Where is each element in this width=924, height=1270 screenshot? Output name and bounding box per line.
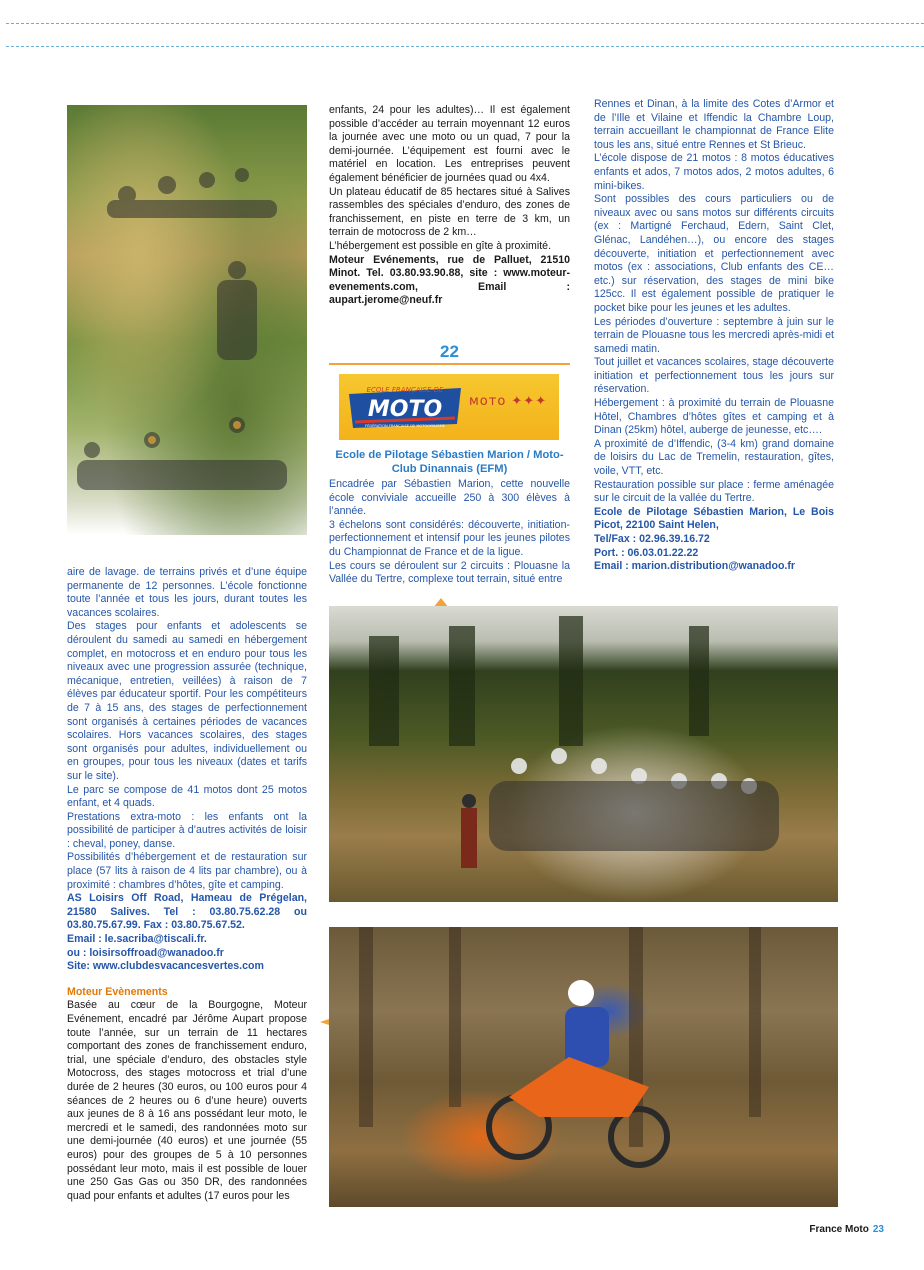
left-hebergement: Possibilités d’hébergement et de restauration sur place (57 lits à raison de 4 lits par chambre), ou à proximité : chambres d’hôtes, gîte et camping.: [67, 851, 307, 891]
mid-encadree: Encadrée par Sébastien Marion, cette nouvelle école conviviale accueille 250 à 300 élèves à l’année.: [329, 478, 570, 518]
mid-hebergement: L’hébergement est possible en gîte à proximité.: [329, 239, 552, 252]
left-contact-site: Site: www.clubdesvacancesvertes.com: [67, 960, 264, 973]
photo-rider-scene: [329, 927, 838, 1207]
photo-group-motocross: [329, 606, 838, 902]
logo-badge-graphic: [345, 378, 465, 434]
section-title-moteur-evenements: Moteur Evènements: [67, 985, 168, 998]
column-middle-lower: [329, 478, 570, 587]
photo-enduro-rider: [329, 927, 838, 1207]
left-contact-email-alt: ou : loisirsoffroad@wanadoo.fr: [67, 946, 224, 959]
right-cours: Sont possibles des cours particuliers ou de niveaux avec ou sans motos sur différents circuits (ex : Martigné Ferchaud, Edern, Saint Clet, Glénac, Landéhen…), ou encore des stages découverte, initiation et perfectionnement avec motos (ex : associations, Club enfants des CE…etc.) sur réservation, des stages de mini bike 125cc. Il est également possible de pratiquer le pocket bike pour les jeunes et les adultes.: [594, 193, 834, 314]
dashed-rule-second: [6, 46, 924, 47]
right-juillet: Tout juillet et vacances scolaires, stage découverte initiation et perfectionnement tous les jours sur réservation.: [594, 356, 834, 396]
dashed-rule-top: [6, 23, 924, 24]
left-parc: Le parc se compose de 41 motos dont 25 motos enfant, et 4 quads.: [67, 783, 307, 810]
left-moteur-body: Basée au cœur de la Bourgogne, Moteur Evénement, encadré par Jérôme Aupart propose toute l’année, sur un terrain de 11 hectares comportant des zones de franchissement enduro, trial, une spéciale d’enduro, des obstacles style Motocross, des stages motocross et trial d’une durée de 2 heures (30 euros, ou 100 euros pour 4 séances de 2 heures ou 6 d’une heure) ouverts aux jeunes de 8 à 16 ans possédant leur moto, le mercredi et le samedi, des randonnées moto sur une demi-journée (40 euros) et une journée (55 euros) pour des groupes de 5 à 10 personnes possédant leur moto, mais il est possible de louer une 250 Gas Gas ou 350 DR, des randonnées quad pour enfants et adultes (17 euros pour les: [67, 999, 307, 1202]
mid-contact: Moteur Evénements, rue de Palluet, 21510 Minot. Tel. 03.80.93.90.88, site : www.moteur-evenements.com, Email : aupart.jerome@neuf.fr: [329, 253, 570, 307]
logo-line1: ECOLE FRANÇAISE DE: [366, 386, 444, 394]
right-motos: L’école dispose de 21 motos : 8 motos éducatives enfants et ados, 7 motos ados, 2 motos adultes, 6 mini-bikes.: [594, 152, 834, 192]
logo-side-mark: ᴍᴏᴛᴏ ✦✦✦: [469, 394, 548, 409]
photo-riders-silhouettes: [67, 105, 307, 535]
right-location: Rennes et Dinan, à la limite des Cotes d’Armor et de l’Ille et Vilaine et Iffendic la Chambre Loup, terrain accueillant le championnat de France Elite tous les ans, situé entre Rennes et St Brieuc.: [594, 98, 834, 151]
mid-circuits: Les cours se déroulent sur 2 circuits : Plouasne la Vallée du Tertre, complexe tout terrain, situé entre: [329, 559, 570, 586]
magazine-name: France Moto: [809, 1224, 869, 1235]
logo-ecole-francaise-moto: [339, 374, 559, 440]
logo-tagline: FÉDÉRATION FRANÇAISE DE MOTOCYCLISME: [365, 424, 445, 428]
mid-plateau: Un plateau éducatif de 85 hectares situé à Salives rassembles des spéciales d’enduro, des zones de franchissement, en piste en terre de 3 km, un terrain de motocross de 2 km…: [329, 185, 570, 239]
right-iffendic: A proximité de d’Iffendic, (3-4 km) grand domaine de loisirs du Lac de Tremelin, restauration, gîtes, voile, VTT, etc.: [594, 437, 834, 478]
right-contact-address: Ecole de Pilotage Sébastien Marion, Le Bois Picot, 22100 Saint Helen,: [594, 505, 834, 532]
column-left: [67, 566, 307, 1203]
left-prestations: Prestations extra-moto : les enfants ont la possibilité de participer à d’autres activités de loisir : cheval, poney, danse.: [67, 810, 307, 850]
photo-group-silhouettes: [329, 606, 838, 902]
left-contact-email: Email : le.sacriba@tiscali.fr.: [67, 933, 207, 946]
right-contact-tel: Tel/Fax : 02.96.39.16.72: [594, 533, 710, 545]
department-number: 22: [440, 342, 459, 361]
page-number: 23: [872, 1224, 884, 1235]
right-contact-port: Port. : 06.03.01.22.22: [594, 546, 699, 559]
right-periodes: Les périodes d’ouverture : septembre à juin sur le terrain de Plouasne tous les mercredi après-midi et samedi matin.: [594, 315, 834, 355]
logo-word: MOTO: [367, 397, 443, 422]
left-stages: Des stages pour enfants et adolescents se déroulent du samedi au samedi en hébergement complet, en motocross et en enduro pour tous les niveaux avec une progression assurée (technique, mécanique, entretien, veillées) à raison de 7 élèves par éducateur sportif. Pour les compétiteurs de 7 à 15 ans, des stages de perfectionnement sont organisés à certaines périodes de vacances scolaires. Hors vacances scolaires, des stages sont organisés pour adultes, individuellement ou en groupes, pour tous les niveaux (dates et tarifs sur le site).: [67, 620, 307, 782]
left-intro: aire de lavage. de terrains privés et d’une équipe permanente de 12 personnes. L’école fonctionne toute l’année et tous les jours, durant toutes les vacances scolaires.: [67, 566, 307, 619]
photo-motocross-riders: [67, 105, 307, 535]
column-right: [594, 98, 834, 574]
column-middle: [329, 104, 570, 308]
mid-echelons: 3 échelons sont considérés: découverte, initiation-perfectionnement et intensif pour les jeunes pilotes du Championnat de France et de la ligue.: [329, 518, 570, 558]
left-contact-address: AS Loisirs Off Road, Hameau de Prégelan, 21580 Salives. Tel : 03.80.75.62.28 ou 03.80.75.67.99. Fax : 03.80.75.67.52.: [67, 892, 307, 932]
right-restauration: Restauration possible sur place : ferme aménagée sur le circuit de la vallée du Tertre.: [594, 478, 834, 505]
page-footer: [809, 1224, 884, 1235]
number-underline: [329, 363, 570, 365]
club-title: Ecole de Pilotage Sébastien Marion / Moto-Club Dinannais (EFM): [335, 449, 564, 475]
mid-continuation: enfants, 24 pour les adultes)… Il est également possible d’accéder au terrain moyennant 12 euros la journée avec une moto ou un quad, 7 pour la demi-journée. L’équipement est fourni avec le matériel en location. Les entreprises peuvent également bénéficier de journées quad ou 4x4.: [329, 104, 570, 184]
right-hebergement: Hébergement : à proximité du terrain de Plouasne Hôtel, Chambres d’hôtes gîtes et camping et à Dinan (25km) hôtel, auberge de jeunesse, etc….: [594, 397, 834, 437]
right-contact-email: Email : marion.distribution@wanadoo.fr: [594, 560, 796, 573]
